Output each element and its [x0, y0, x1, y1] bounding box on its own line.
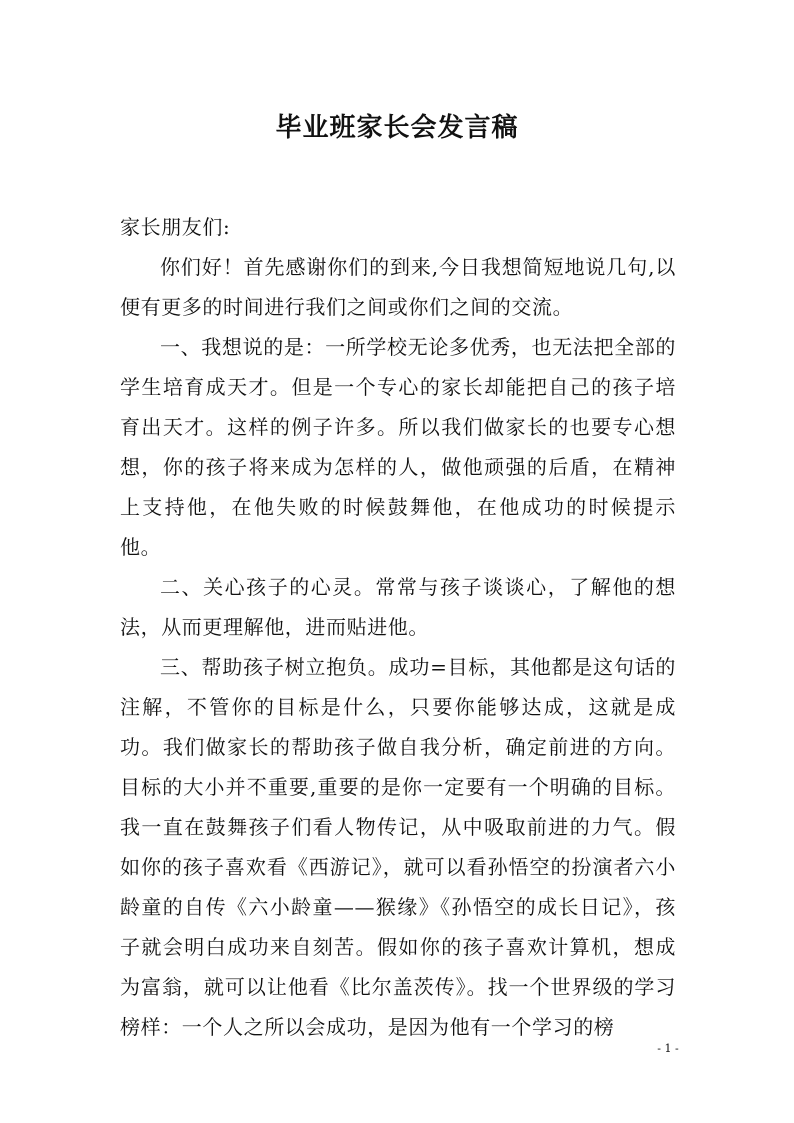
paragraph-greeting: 你们好！首先感谢你们的到来,今日我想简短地说几句,以便有更多的时间进行我们之间或你们之间的交流。 — [120, 255, 676, 319]
salutation: 家长朋友们: — [120, 215, 231, 239]
document-title: 毕业班家长会发言稿 — [275, 113, 519, 143]
paragraph-point-one: 一、我想说的是：一所学校无论多优秀，也无法把全部的学生培育成天才。但是一个专心的家长却能把自己的孩子培育出天才。这样的例子许多。所以我们做家长的也要专心想想，你的孩子将来成为怎样的人，做他顽强的后盾，在精神上支持他，在他失败的时候鼓舞他，在他成功的时候提示他。 — [120, 335, 676, 559]
paragraph-point-three: 三、帮助孩子树立抱负。成功=目标，其他都是这句话的注解，不管你的目标是什么，只要你能够达成，这就是成功。我们做家长的帮助孩子做自我分析，确定前进的方向。目标的大小并不重要,重要的是你一定要有一个明确的目标。我一直在鼓舞孩子们看人物传记，从中吸取前进的力气。假如你的孩子喜欢看《西游记》，就可以看孙悟空的扮演者六小龄童的自传《六小龄童——猴缘》《孙悟空的成长日记》，孩子就会明白成功来自刻苦。假如你的孩子喜欢计算机，想成为富翁，就可以让他看《比尔盖茨传》。找一个世界级的学习榜样：一个人之所以会成功，是因为他有一个学习的榜 — [120, 655, 676, 1039]
paragraph-point-two: 二、关心孩子的心灵。常常与孩子谈谈心，了解他的想法，从而更理解他，进而贴进他。 — [120, 575, 676, 639]
document-body — [120, 207, 676, 1047]
page-number: - 1 - — [657, 1042, 679, 1055]
